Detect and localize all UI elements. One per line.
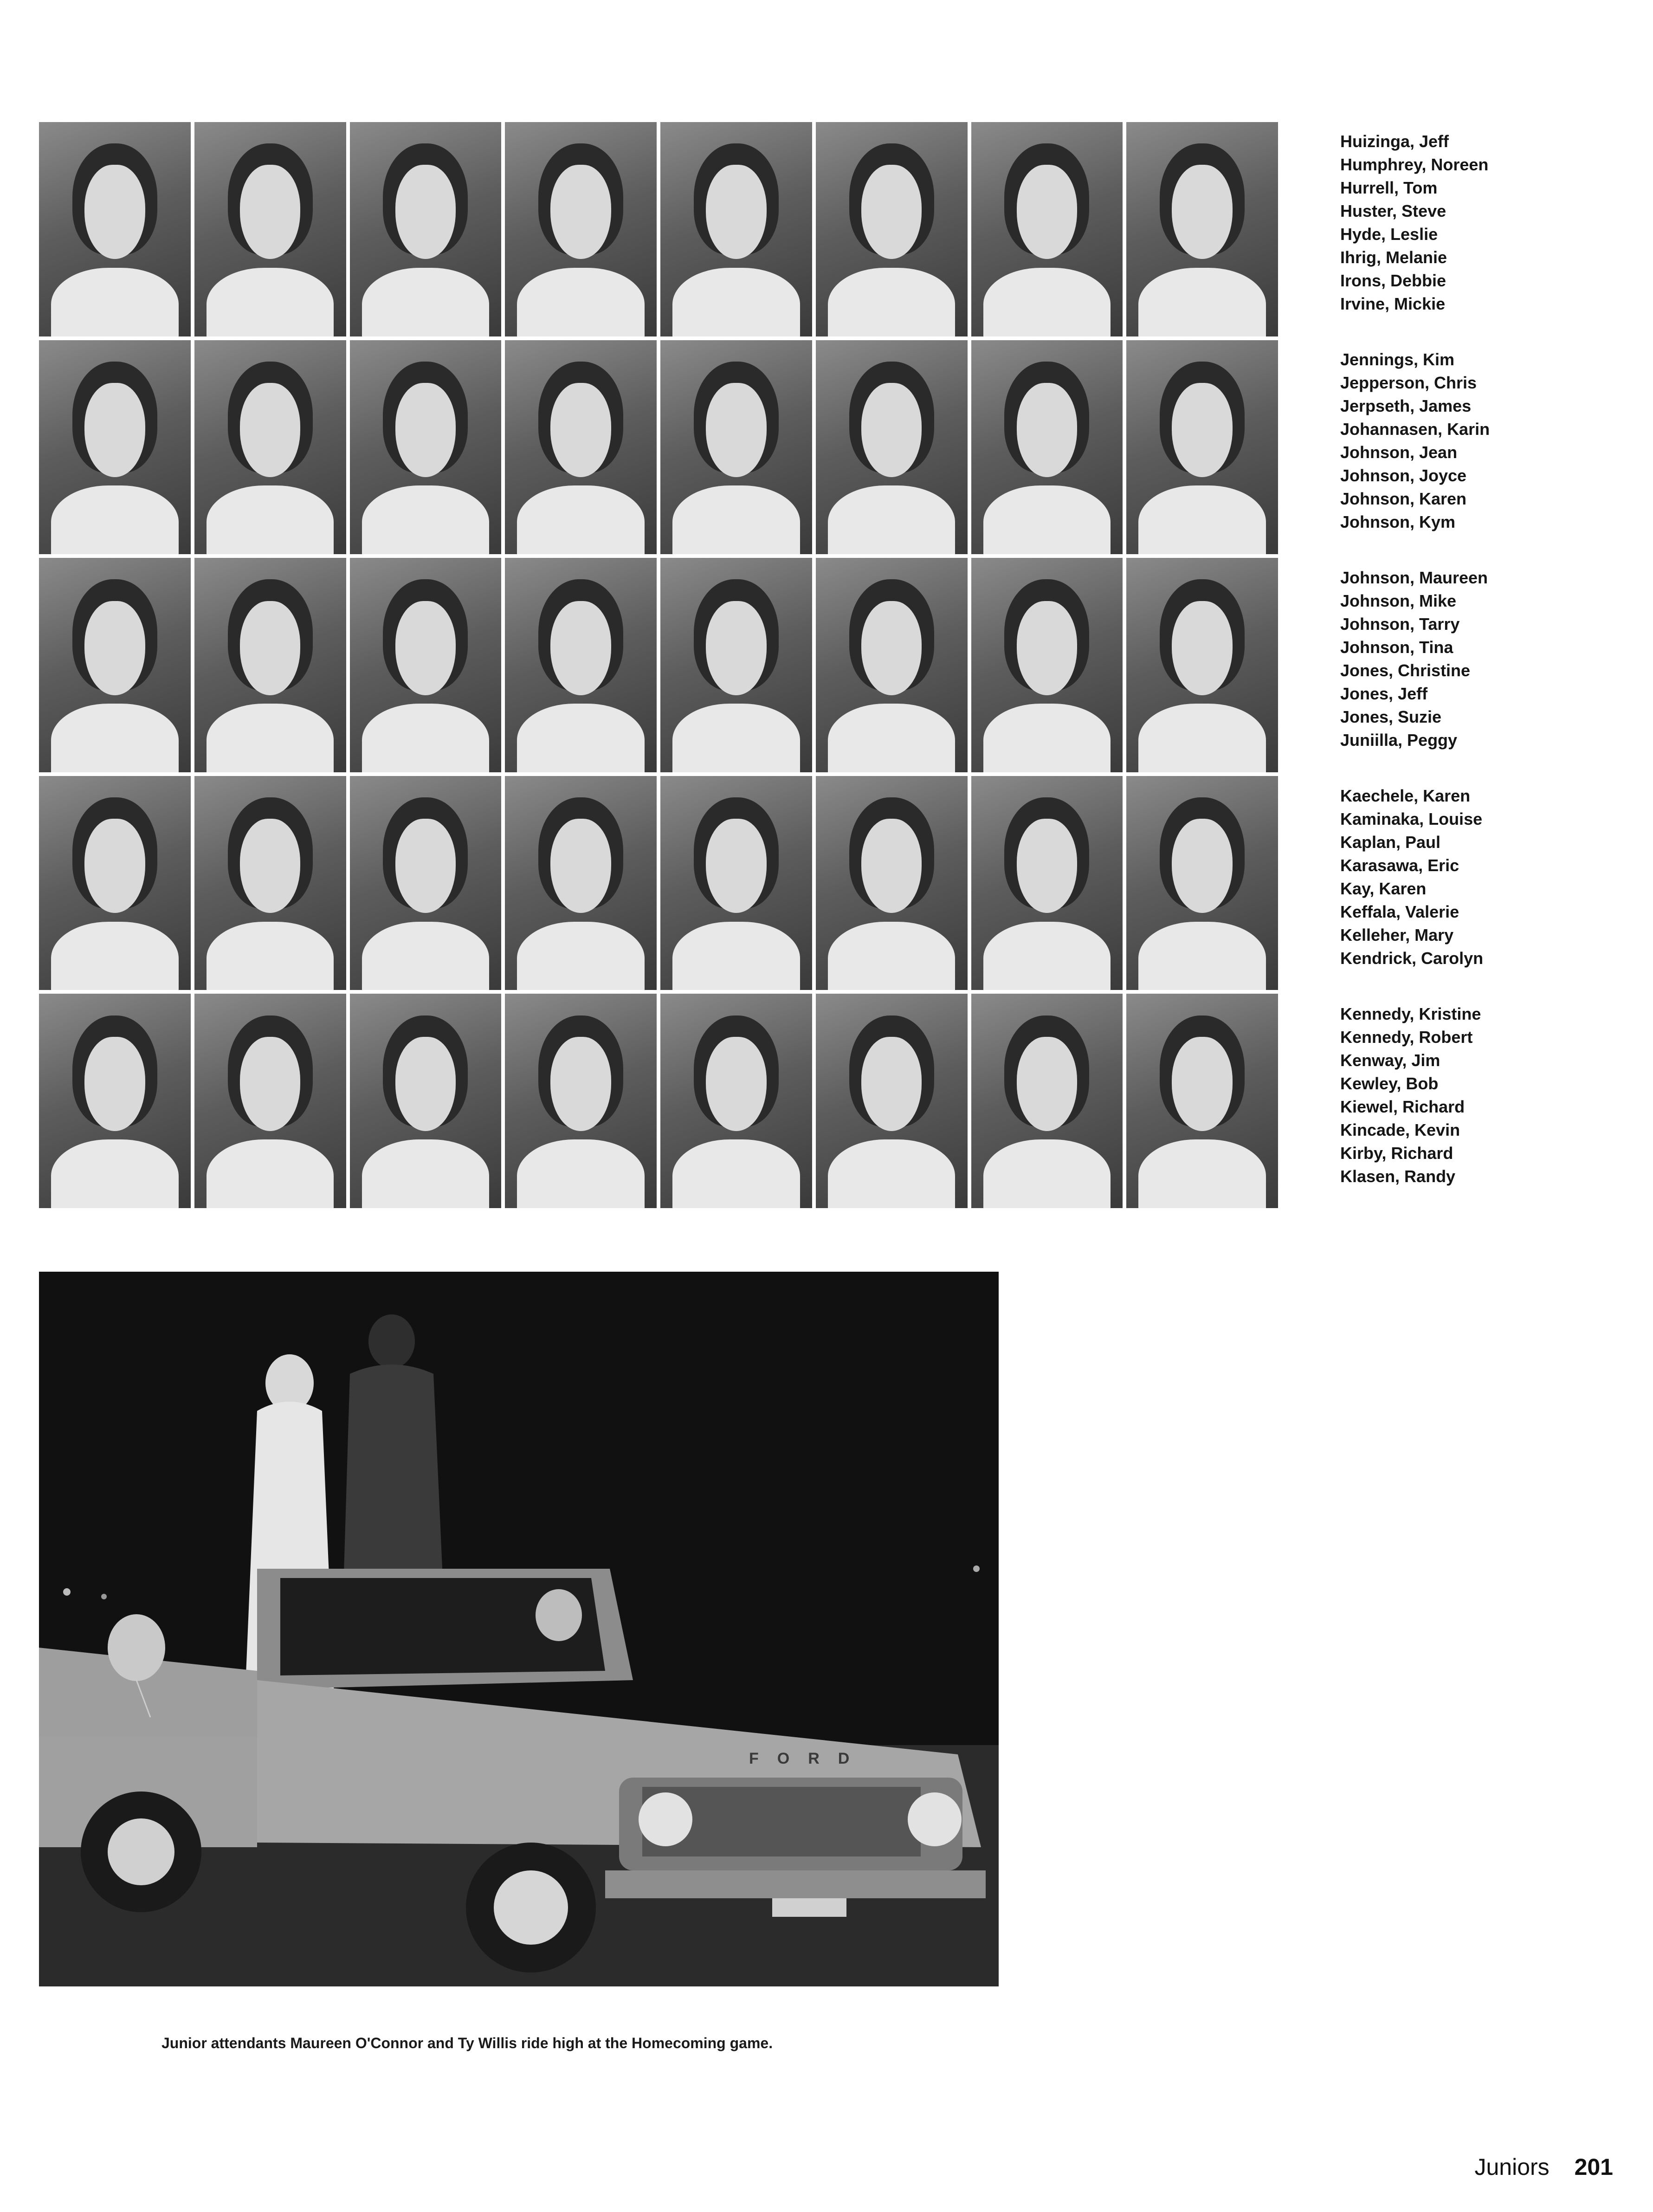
portrait-body [517, 1139, 644, 1208]
portrait-face [395, 383, 456, 477]
student-name: Johnson, Tina [1340, 638, 1453, 657]
portrait-body [517, 704, 644, 772]
student-name: Johnson, Tarry [1340, 614, 1460, 634]
student-name: Johnson, Maureen [1340, 568, 1488, 587]
portrait-face [1017, 383, 1078, 477]
student-name: Jennings, Kim [1340, 350, 1455, 369]
student-portrait [39, 776, 191, 990]
portrait-body [51, 1139, 178, 1208]
portrait-face [550, 383, 611, 477]
portrait-face [1017, 1037, 1078, 1131]
student-name: Kelleher, Mary [1340, 925, 1454, 944]
student-name: Ihrig, Melanie [1340, 248, 1447, 267]
student-name: Kincade, Kevin [1340, 1120, 1460, 1139]
student-portrait [816, 340, 968, 555]
portrait-face [84, 601, 145, 695]
portrait-body [207, 485, 334, 554]
portrait-grid [39, 122, 1278, 1208]
student-portrait [39, 558, 191, 772]
student-portrait [971, 122, 1123, 336]
portrait-face [706, 165, 767, 259]
student-portrait [350, 776, 502, 990]
portrait-face [706, 383, 767, 477]
student-portrait [505, 122, 657, 336]
portrait-face [1172, 165, 1233, 259]
portrait-body [362, 704, 489, 772]
student-name: Karasawa, Eric [1340, 856, 1459, 875]
portrait-body [362, 1139, 489, 1208]
portrait-body [517, 922, 644, 990]
student-name: Johnson, Kym [1340, 512, 1456, 531]
portrait-face [861, 165, 922, 259]
student-name: Keffala, Valerie [1340, 902, 1459, 921]
name-group [1340, 566, 1619, 752]
student-name: Kendrick, Carolyn [1340, 949, 1484, 968]
student-name: Kewley, Bob [1340, 1074, 1439, 1093]
portrait-body [362, 268, 489, 336]
name-group [1340, 1003, 1619, 1188]
portrait-body [983, 268, 1111, 336]
portrait-body [828, 1139, 955, 1208]
student-portrait [194, 994, 346, 1208]
student-name: Kennedy, Robert [1340, 1028, 1473, 1047]
student-name: Jepperson, Chris [1340, 373, 1477, 392]
portrait-face [861, 819, 922, 913]
student-portrait [660, 776, 812, 990]
student-name: Johannasen, Karin [1340, 420, 1490, 439]
portrait-body [362, 922, 489, 990]
student-name: Kirby, Richard [1340, 1144, 1453, 1163]
portrait-body [1138, 922, 1266, 990]
portrait-body [983, 922, 1111, 990]
portrait-face [84, 1037, 145, 1131]
student-name: Kaminaka, Louise [1340, 809, 1483, 828]
student-name: Klasen, Randy [1340, 1167, 1456, 1186]
portrait-body [51, 704, 178, 772]
student-portrait [1126, 994, 1278, 1208]
portrait-body [828, 268, 955, 336]
name-list [1340, 130, 1619, 1221]
portrait-body [983, 704, 1111, 772]
student-portrait [1126, 122, 1278, 336]
portrait-body [1138, 268, 1266, 336]
student-portrait [1126, 340, 1278, 555]
student-portrait [660, 122, 812, 336]
portrait-body [207, 1139, 334, 1208]
student-name: Hurrell, Tom [1340, 178, 1438, 197]
student-portrait [816, 776, 968, 990]
name-group [1340, 784, 1619, 970]
portrait-face [550, 819, 611, 913]
section-title: Juniors [1474, 2154, 1550, 2180]
student-name: Jerpseth, James [1340, 396, 1472, 415]
portrait-face [240, 1037, 301, 1131]
student-portrait [971, 994, 1123, 1208]
student-name: Irvine, Mickie [1340, 294, 1446, 313]
student-portrait [1126, 558, 1278, 772]
portrait-body [517, 268, 644, 336]
portrait-face [550, 601, 611, 695]
portrait-face [706, 819, 767, 913]
portrait-face [706, 601, 767, 695]
student-portrait [350, 340, 502, 555]
portrait-body [207, 704, 334, 772]
portrait-face [1017, 819, 1078, 913]
portrait-face [1017, 601, 1078, 695]
student-name: Kaplan, Paul [1340, 833, 1441, 852]
portrait-body [672, 704, 800, 772]
student-portrait [39, 340, 191, 555]
portrait-body [362, 485, 489, 554]
portrait-body [983, 1139, 1111, 1208]
student-name: Johnson, Karen [1340, 489, 1467, 508]
student-name: Jones, Christine [1340, 661, 1471, 680]
portrait-body [51, 922, 178, 990]
portrait-face [1172, 601, 1233, 695]
portrait-face [240, 165, 301, 259]
student-name: Juniilla, Peggy [1340, 731, 1458, 750]
student-portrait [350, 558, 502, 772]
homecoming-photo-illustration [39, 1272, 999, 1986]
student-portrait [660, 340, 812, 555]
student-portrait [39, 122, 191, 336]
student-portrait [194, 340, 346, 555]
portrait-face [84, 383, 145, 477]
portrait-body [672, 1139, 800, 1208]
student-name: Kennedy, Kristine [1340, 1004, 1481, 1023]
student-portrait [194, 122, 346, 336]
portrait-face [1172, 383, 1233, 477]
photo-caption: Junior attendants Maureen O'Connor and Ty Willis ride high at the Homecoming game. [161, 2035, 773, 2051]
student-portrait [1126, 776, 1278, 990]
portrait-body [517, 485, 644, 554]
portrait-face [550, 165, 611, 259]
portrait-face [550, 1037, 611, 1131]
name-group [1340, 348, 1619, 534]
student-portrait [505, 994, 657, 1208]
student-portrait [39, 994, 191, 1208]
portrait-face [861, 383, 922, 477]
portrait-face [861, 601, 922, 695]
student-name: Humphrey, Noreen [1340, 155, 1489, 174]
portrait-face [240, 601, 301, 695]
student-portrait [194, 558, 346, 772]
student-portrait [350, 994, 502, 1208]
student-name: Johnson, Joyce [1340, 466, 1467, 485]
student-portrait [816, 994, 968, 1208]
student-portrait [505, 340, 657, 555]
portrait-face [706, 1037, 767, 1131]
student-portrait [660, 994, 812, 1208]
portrait-face [1017, 165, 1078, 259]
portrait-face [240, 383, 301, 477]
student-portrait [505, 776, 657, 990]
portrait-face [84, 165, 145, 259]
portrait-body [828, 704, 955, 772]
portrait-body [828, 485, 955, 554]
student-name: Huster, Steve [1340, 201, 1446, 220]
page-footer [1474, 2154, 1613, 2180]
student-name: Jones, Suzie [1340, 707, 1442, 726]
portrait-body [1138, 1139, 1266, 1208]
student-portrait [971, 776, 1123, 990]
homecoming-photo [39, 1272, 999, 1986]
name-group [1340, 130, 1619, 316]
student-name: Johnson, Jean [1340, 443, 1458, 462]
page-number: 201 [1574, 2154, 1613, 2180]
portrait-body [828, 922, 955, 990]
student-portrait [194, 776, 346, 990]
student-name: Johnson, Mike [1340, 591, 1457, 610]
portrait-face [861, 1037, 922, 1131]
student-portrait [505, 558, 657, 772]
portrait-face [84, 819, 145, 913]
portrait-face [395, 165, 456, 259]
portrait-face [1172, 819, 1233, 913]
student-name: Huizinga, Jeff [1340, 132, 1449, 151]
student-portrait [350, 122, 502, 336]
student-portrait [660, 558, 812, 772]
portrait-body [207, 922, 334, 990]
portrait-body [672, 485, 800, 554]
portrait-face [1172, 1037, 1233, 1131]
portrait-body [672, 922, 800, 990]
portrait-body [1138, 704, 1266, 772]
student-name: Kaechele, Karen [1340, 786, 1471, 805]
portrait-face [395, 1037, 456, 1131]
truck-grille-text: FORD [749, 1750, 868, 1767]
student-name: Irons, Debbie [1340, 271, 1446, 290]
student-name: Kay, Karen [1340, 879, 1427, 898]
portrait-body [1138, 485, 1266, 554]
student-name: Kiewel, Richard [1340, 1097, 1465, 1116]
student-name: Jones, Jeff [1340, 684, 1428, 703]
portrait-face [395, 819, 456, 913]
portrait-body [672, 268, 800, 336]
portrait-body [983, 485, 1111, 554]
student-portrait [816, 558, 968, 772]
student-portrait [971, 558, 1123, 772]
portrait-body [51, 485, 178, 554]
student-portrait [971, 340, 1123, 555]
portrait-face [240, 819, 301, 913]
student-name: Kenway, Jim [1340, 1051, 1440, 1070]
portrait-body [207, 268, 334, 336]
student-portrait [816, 122, 968, 336]
student-name: Hyde, Leslie [1340, 225, 1438, 244]
portrait-body [51, 268, 178, 336]
portrait-face [395, 601, 456, 695]
